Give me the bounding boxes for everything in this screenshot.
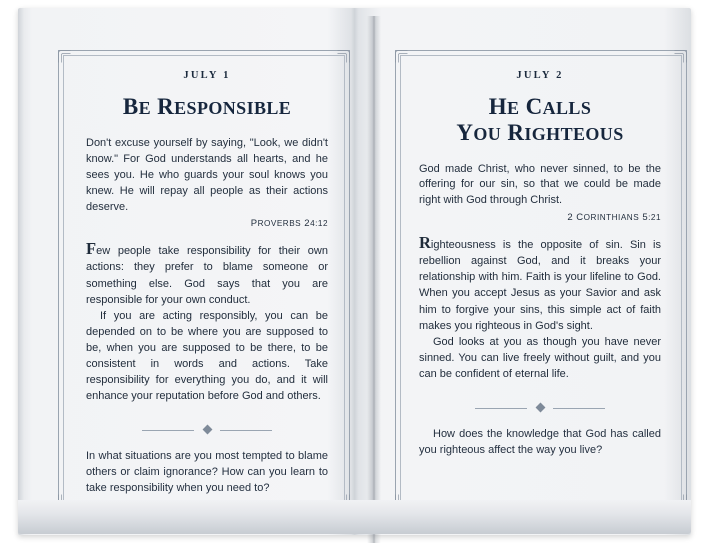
right-page-content [419, 70, 661, 493]
right-page [373, 16, 709, 543]
corner-ornament-icon [58, 50, 71, 63]
right-page-date: JULY 2 [516, 70, 564, 81]
right-page-paragraph-1-text: ighteousness is the opposite of sin. Sin is rebellion against God, and it breaks your relationship with him. Faith is your lifeline to God. When you accept Jesus as your Savior and ask him to forgive your sins, this simple act of faith makes you righteous in God's sight. [419, 239, 661, 332]
left-page-paragraph-2: If you are acting responsibly, you can be depended on to be where you are supposed to be, when you are supposed to be there, to be consistent in words and actions. Take responsibility for everything you do, and it will enhance your reputation before God and others. [86, 309, 328, 402]
right-page-title-line-1: HE CALLS [488, 94, 592, 119]
left-page-verse-reference: PROVERBS 24:12 [250, 218, 328, 230]
divider-ornament-icon [142, 426, 272, 435]
left-page-question: In what situations are you most tempted to blame others or claim ignorance? How can you learn to take responsibility when you need to? [86, 449, 328, 494]
corner-ornament-icon [674, 50, 687, 63]
open-book [18, 8, 691, 535]
book-page-edges [18, 500, 691, 534]
left-page-paragraph-1 [86, 239, 328, 307]
left-page-paragraph-1-text: ew people take responsibility for their own actions: they prefer to blame someone or something else. God says that you are responsible for your own conduct. [86, 245, 328, 306]
left-page [36, 16, 372, 543]
right-page-question: How does the knowledge that God has called you righteous affect the way you live? [419, 427, 661, 456]
right-page-verse: God made Christ, who never sinned, to be the offering for our sin, so that we could be made right with God through Christ. [419, 162, 661, 207]
left-page-title [86, 94, 328, 120]
left-page-content [86, 70, 328, 493]
left-page-verse: Don't excuse yourself by saying, "Look, we didn't know." For God understands all hearts, and he sees you. He who guards your soul knows you knew. He will repay all people as their actions deserve. [86, 136, 328, 213]
right-page-title [419, 94, 661, 146]
left-page-dropcap: F [86, 239, 97, 259]
right-page-title-line-2: YOU RIGHTEOUS [456, 119, 624, 145]
right-page-paragraph-2: God looks at you as though you have never sinned. You can live freely without guilt, and you can be confident of eternal life. [419, 335, 661, 380]
divider-ornament-icon [475, 404, 605, 413]
left-page-title-line-1: BE RESPONSIBLE [122, 94, 292, 119]
corner-ornament-icon [337, 50, 350, 63]
right-page-dropcap: R [419, 233, 431, 253]
left-page-date: JULY 1 [183, 70, 231, 81]
corner-ornament-icon [395, 50, 408, 63]
right-page-verse-reference: 2 CORINTHIANS 5:21 [567, 212, 661, 224]
right-page-paragraph-1 [419, 233, 661, 333]
